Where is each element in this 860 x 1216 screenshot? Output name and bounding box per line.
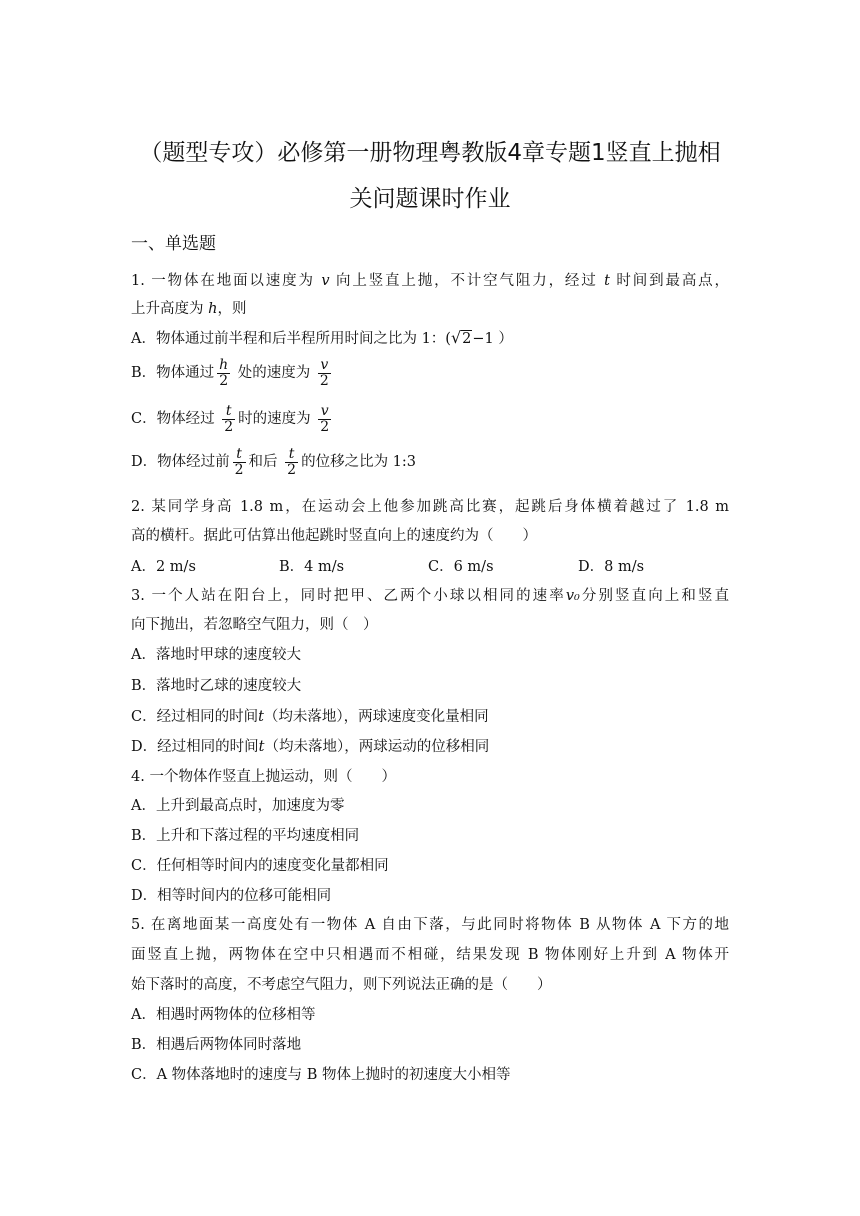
q2-stem-line-2: 高的横杆。据此可估算出他起跳时竖直向上的速度约为（ ）: [131, 528, 537, 544]
q1-option-b: B．物体通过 $\frac{h}{2}$ 处的速度为 $\frac{v}{2}$: [131, 357, 329, 389]
q3-stem-line-2: 向下抛出，若忽略空气阻力，则（ ）: [131, 617, 378, 633]
q5-stem-line-2: 面竖直上抛，两物体在空中只相遇而不相碰，结果发现 B 物体刚好上升到 A 物体开: [131, 947, 729, 963]
q5-option-b: B．相遇后两物体同时落地: [131, 1037, 302, 1053]
q2-option-b: B．4 m/s: [279, 559, 345, 575]
q2-option-a: A．2 m/s: [131, 559, 196, 575]
q1-option-a: A．物体通过前半程和后半程所用时间之比为 1：(√2−1 ）: [131, 328, 513, 347]
q3-option-a: A．落地时甲球的速度较大: [131, 647, 301, 663]
q4-option-b: B．上升和下落过程的平均速度相同: [131, 828, 360, 844]
q5-option-c: C．A 物体落地时的速度与 B 物体上抛时的初速度大小相等: [131, 1067, 511, 1083]
q3-option-c: C．经过相同的时间t（均未落地），两球速度变化量相同: [131, 709, 489, 725]
q2-stem-line-1: 2. 某同学身高 1.8 m，在运动会上他参加跳高比赛，起跳后身体横着越过了 1.8 m: [131, 499, 729, 515]
q2-option-d: D．8 m/s: [578, 559, 645, 575]
q4-option-d: D．相等时间内的位移可能相同: [131, 888, 332, 904]
document-title-line-2: 关问题课时作业: [349, 186, 511, 212]
q1-option-d: D．物体经过前 $\frac{t}{2}$ 和后 $\frac{t}{2}$ 的位移之比为 1:3: [131, 446, 417, 478]
q1-stem-line-1: 1. 一物体在地面以速度为 v 向上竖直上抛，不计空气阻力，经过 t 时间到最高点，: [131, 273, 730, 289]
q1-stem-line-2: 上升高度为 h，则: [131, 301, 247, 317]
section-heading: 一、单选题: [131, 234, 216, 254]
q3-option-b: B．落地时乙球的速度较大: [131, 678, 302, 694]
q4-option-a: A．上升到最高点时，加速度为零: [131, 798, 345, 814]
q1-option-c: C．物体经过 $\frac{t}{2}$ 时的速度为 $\frac{v}{2}$: [131, 403, 330, 435]
q3-stem-line-1: 3. 一个人站在阳台上，同时把甲、乙两个小球以相同的速率v₀分别竖直向上和竖直: [131, 588, 729, 604]
sqrt-symbol: √2: [450, 328, 472, 347]
q4-option-c: C．任何相等时间内的速度变化量都相同: [131, 858, 389, 874]
document-title-line-1: （题型专攻）必修第一册物理粤教版4章专题1竖直上抛相: [139, 140, 721, 166]
q2-option-c: C．6 m/s: [428, 559, 494, 575]
q3-option-d: D．经过相同的时间t（均未落地），两球运动的位移相同: [131, 739, 490, 755]
q5-stem-line-1: 5. 在离地面某一高度处有一物体 A 自由下落，与此同时将物体 B 从物体 A 下方的地: [131, 917, 729, 933]
q4-stem: 4. 一个物体作竖直上抛运动，则（ ）: [131, 769, 396, 785]
q5-option-a: A．相遇时两物体的位移相等: [131, 1007, 316, 1023]
q5-stem-line-3: 始下落时的高度，不考虑空气阻力，则下列说法正确的是（ ）: [131, 977, 552, 993]
